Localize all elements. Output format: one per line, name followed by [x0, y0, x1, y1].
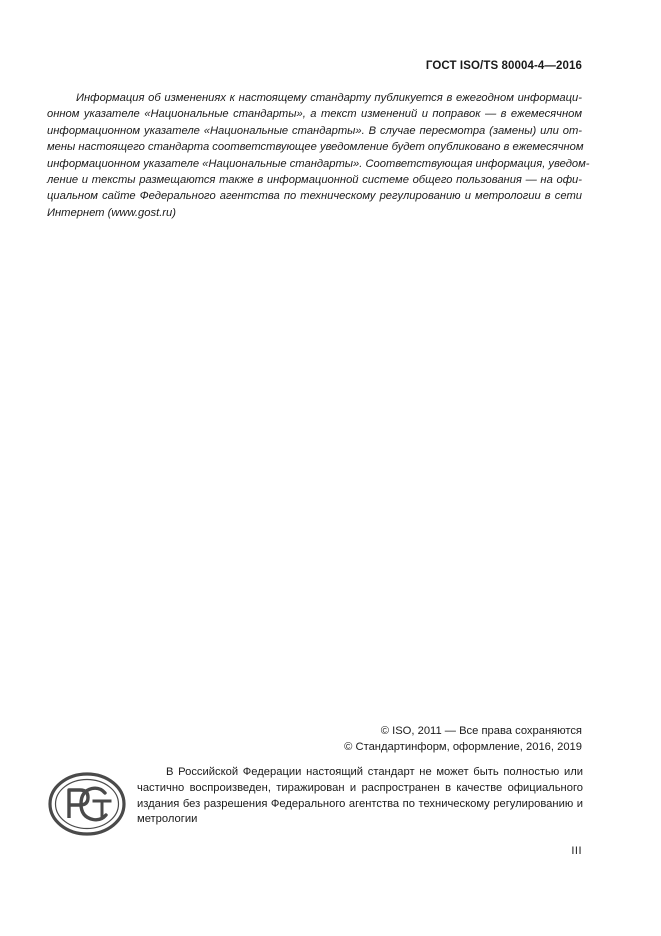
info-line: информационном указателе «Национальные стандарты». В случае пересмотра (замены) или от- [47, 124, 582, 137]
legal-line: издания без разрешения Федерального агентства по техническому регулированию и [137, 797, 583, 810]
rst-certification-mark-icon [47, 771, 127, 837]
standard-code-header: ГОСТ ISO/TS 80004-4—2016 [425, 60, 582, 72]
info-line: онном указателе «Национальные стандарты», а текст изменений и поправок — в ежемесячном [47, 108, 582, 121]
info-line: мены настоящего стандарта соответствующее уведомление будет опубликовано в ежемесячном [47, 141, 584, 154]
info-line: циальном сайте Федерального агентства по техническому регулированию и метрологии в сети [47, 190, 582, 203]
amendments-info-paragraph [47, 90, 590, 221]
page-number: III [571, 845, 582, 857]
legal-line: В Российской Федерации настоящий стандарт не может быть полностью или [166, 766, 583, 778]
iso-copyright: © ISO, 2011 — Все права сохраняются [380, 725, 582, 737]
info-line: Интернет (www.gost.ru) [47, 206, 176, 219]
info-line: ление и тексты размещаются также в информационной системе общего пользования — на офи- [47, 174, 582, 187]
info-line: информационном указателе «Национальные стандарты». Соответствующая информация, уведом- [47, 157, 590, 170]
legal-line: частично воспроизведен, тиражирован и распространен в качестве официального [137, 781, 583, 794]
reproduction-notice [137, 765, 583, 828]
standartinform-copyright: © Стандартинформ, оформление, 2016, 2019 [344, 741, 582, 753]
info-line: Информация об изменениях к настоящему стандарту публикуется в ежегодном информаци- [76, 92, 582, 104]
legal-line: метрологии [137, 813, 198, 826]
copyright-block [344, 723, 582, 755]
